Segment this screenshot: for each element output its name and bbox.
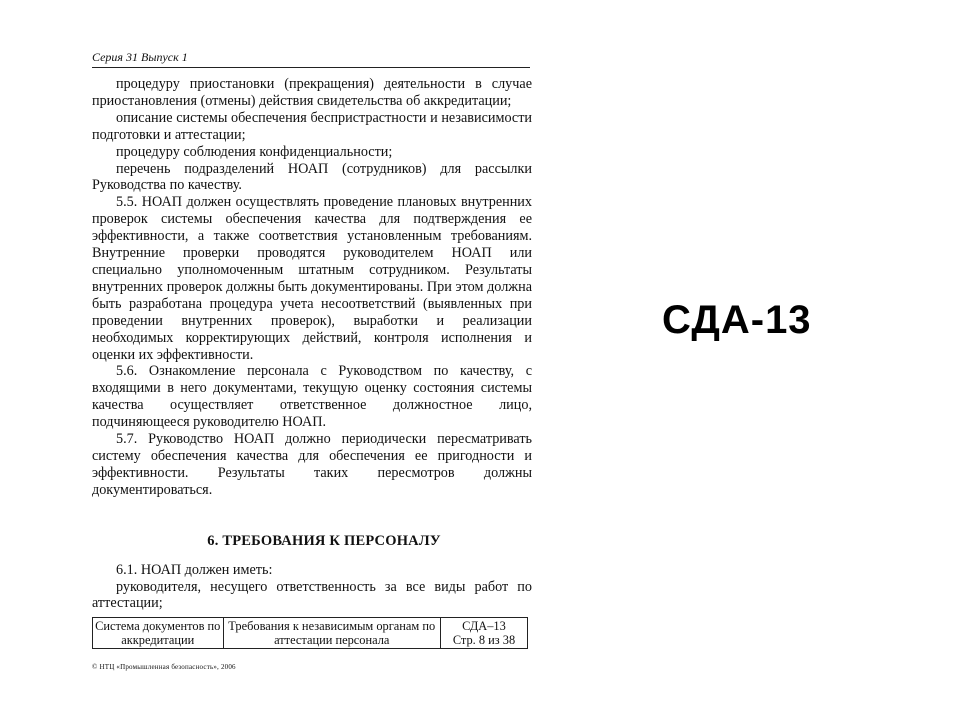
body-text [92,76,532,499]
section-text [92,562,532,613]
page-header: Серия 31 Выпуск 1 [92,50,530,68]
footer-cell-system: Система документов по аккредитации [93,618,224,649]
paragraph: 6.1. НОАП должен иметь: [116,561,273,578]
paragraph: перечень подразделений НОАП (сотрудников) для рассылки Руководства по качеству. [92,160,532,194]
footer-cell-code-page [441,618,528,649]
document-code-label: СДА-13 [662,298,812,342]
footer-table [92,617,528,649]
section-title: 6. ТРЕБОВАНИЯ К ПЕРСОНАЛУ [207,532,441,549]
paragraph: 5.6. Ознакомление персонала с Руководством по качеству, с входящими в него документами, текущую оценку состояния системы качества осуществляет ответственное должностное лицо, подчиняющееся руководителю НОАП. [92,363,532,431]
paragraph: процедуру соблюдения конфиденциальности; [116,143,393,160]
paragraph: 5.7. Руководство НОАП должно периодически пересматривать систему обеспечения качества для обеспечения ее пригодности и эффективности. Результаты таких пересмотров должны документироваться. [92,431,532,498]
footer-page-number: Стр. 8 из 38 [452,633,516,648]
copyright-notice: © НТЦ «Промышленная безопасность», 2006 [92,663,236,672]
footer-cell-requirements: Требования к независимым органам по аттестации персонала [223,618,441,649]
paragraph: 5.5. НОАП должен осуществлять проведение плановых внутренних проверок системы обеспечения качества для подтверждения ее эффективности, а также соответствия установленным требованиям. Внутренние проверки проводятся руководителем НОАП или специально уполномоченным штатным сотрудником. Результаты внутренних проверок должны быть документированы. При этом должна быть разработана процедура учета несоответствий (выявленных при проведении внутренних проверок), выработки и реализации необходимых корректирующих действий, контроля исполнения и оценки их эффективности. [92,194,532,363]
document-page [92,50,532,671]
footer-doc-code: СДА–13 [462,619,506,634]
paragraph: описание системы обеспечения беспристрастности и независимости подготовки и аттестации; [92,109,532,143]
paragraph: процедуру приостановки (прекращения) деятельности в случае приостановления (отмены) действия свидетельства об аккредитации; [92,76,532,109]
paragraph: руководителя, несущего ответственность за все виды работ по аттестации; [92,578,532,612]
